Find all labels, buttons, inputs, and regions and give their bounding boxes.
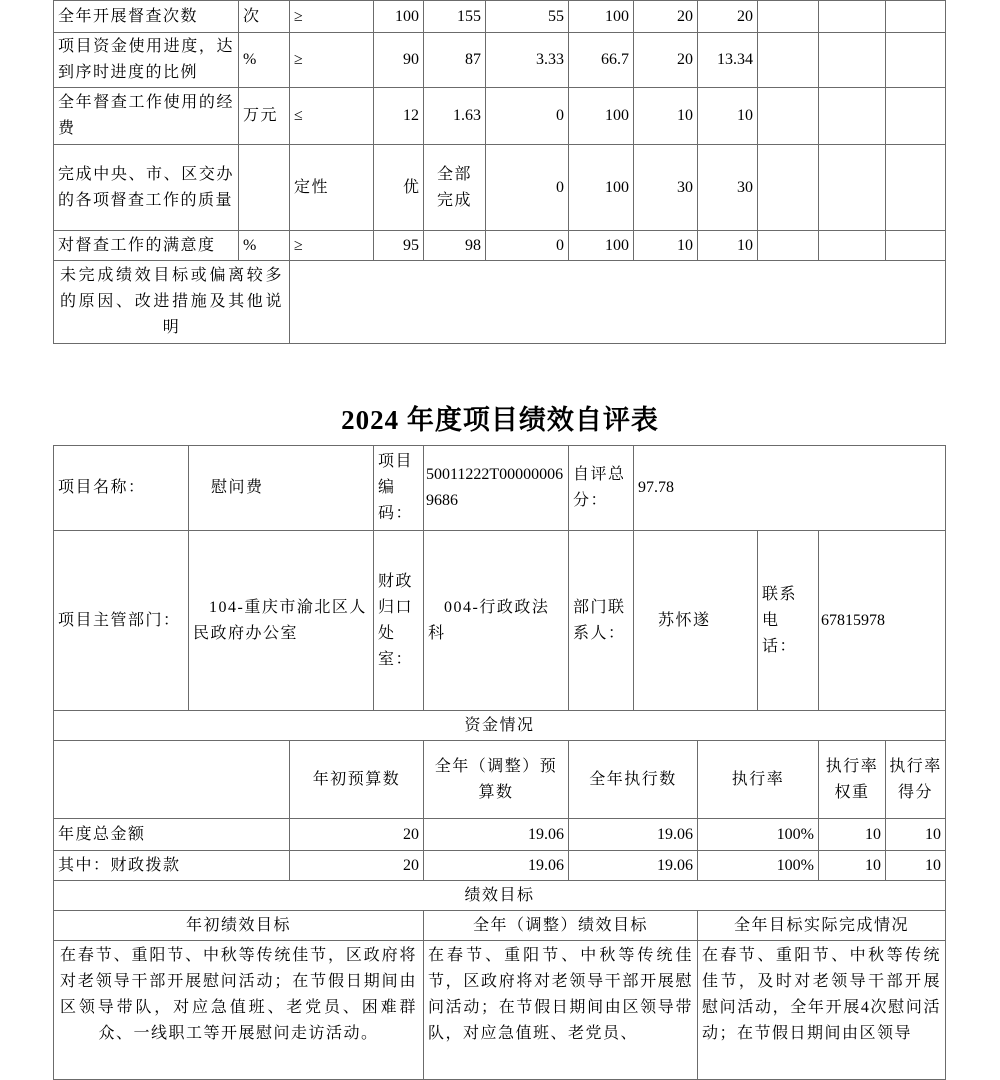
funds-adjusted-budget: 19.06 [423,818,569,851]
indicator-target: 12 [373,87,424,145]
indicator-blank-cell [885,87,946,145]
indicator-completion: 100 [568,230,634,261]
indicator-actual: 87 [423,32,486,88]
indicator-operator: ≥ [289,32,374,88]
indicator-name: 全年督查工作使用的经费 [53,87,239,145]
indicator-blank-cell [885,144,946,231]
indicator-deviation: 3.33 [485,32,569,88]
goals-adjusted-content: 在春节、重阳节、中秋等传统佳节，区政府将对老领导干部开展慰问活动；在节假日期间由区领导带队，对应急值班、老党员、 [423,940,698,1080]
indicator-target: 100 [373,0,424,33]
indicator-score: 10 [697,230,758,261]
funds-rate-score: 10 [885,818,946,851]
funds-header-rate-weight: 执行率权重 [818,740,886,819]
indicator-blank-cell [818,32,886,88]
indicator-weight: 30 [633,144,698,231]
indicator-blank-cell [818,230,886,261]
indicator-actual: 155 [423,0,486,33]
indicator-deviation: 55 [485,0,569,33]
funds-header-executed: 全年执行数 [568,740,698,819]
remarks-label: 未完成绩效目标或偏离较多的原因、改进措施及其他说明 [53,260,290,344]
funds-rate-weight: 10 [818,850,886,881]
goals-actual-content: 在春节、重阳节、中秋等传统佳节，及时对老领导干部开展慰问活动，全年开展4次慰问活动；在节假日期间由区领导 [697,940,946,1080]
indicator-unit: % [238,32,290,88]
indicator-unit: 万元 [238,87,290,145]
department-value: 104-重庆市渝北区人民政府办公室 [188,530,374,711]
contact-value: 苏怀遂 [633,530,758,711]
funds-header-adjusted-budget: 全年（调整）预算数 [423,740,569,819]
indicator-target: 95 [373,230,424,261]
indicator-score: 20 [697,0,758,33]
project-name-value: 慰问费 [188,445,374,531]
indicator-weight: 20 [633,32,698,88]
funds-rate: 100% [697,818,819,851]
funds-rate: 100% [697,850,819,881]
goals-header-adjusted: 全年（调整）绩效目标 [423,910,698,941]
indicator-blank-cell [885,0,946,33]
funds-header-initial-budget: 年初预算数 [289,740,424,819]
indicator-completion: 100 [568,87,634,145]
indicator-deviation: 0 [485,230,569,261]
indicator-unit: % [238,230,290,261]
indicator-actual: 98 [423,230,486,261]
contact-label: 部门联系人： [568,530,634,711]
indicator-operator: 定性 [289,144,374,231]
indicator-deviation: 0 [485,144,569,231]
funds-rate-weight: 10 [818,818,886,851]
indicator-blank-cell [818,87,886,145]
indicator-score: 10 [697,87,758,145]
funds-header-blank [53,740,290,819]
goals-section-title: 绩效目标 [53,880,946,911]
indicator-unit [238,144,290,231]
funds-section-title: 资金情况 [53,710,946,741]
indicator-completion: 100 [568,144,634,231]
department-label: 项目主管部门： [53,530,189,711]
project-code-label: 项目编码： [373,445,424,531]
indicator-unit: 次 [238,0,290,33]
remarks-value [289,260,946,344]
indicator-completion: 100 [568,0,634,33]
project-name-label: 项目名称： [53,445,189,531]
indicator-operator: ≥ [289,0,374,33]
indicator-blank-cell [818,0,886,33]
indicator-weight: 10 [633,87,698,145]
goals-initial-content: 在春节、重阳节、中秋等传统佳节，区政府将对老领导干部开展慰问活动；在节假日期间由区领导带队，对应急值班、老党员、困难群众、一线职工等开展慰问走访活动。 [53,940,424,1080]
indicator-target: 优 [373,144,424,231]
funds-header-rate-score: 执行率得分 [885,740,946,819]
funds-adjusted-budget: 19.06 [423,850,569,881]
self-score-label: 自评总分： [568,445,634,531]
indicator-actual: 1.63 [423,87,486,145]
self-score-value: 97.78 [633,445,946,531]
indicator-blank-cell [757,32,819,88]
project-code-value: 50011222T000000069686 [423,445,569,531]
indicator-weight: 10 [633,230,698,261]
indicator-deviation: 0 [485,87,569,145]
indicator-blank-cell [757,0,819,33]
indicator-target: 90 [373,32,424,88]
indicator-score: 13.34 [697,32,758,88]
funds-executed: 19.06 [568,850,698,881]
indicator-blank-cell [818,144,886,231]
funds-rate-score: 10 [885,850,946,881]
funds-row-label: 年度总金额 [53,818,290,851]
funds-header-rate: 执行率 [697,740,819,819]
phone-label: 联系电话： [757,530,819,711]
indicator-blank-cell [757,87,819,145]
indicator-weight: 20 [633,0,698,33]
indicator-blank-cell [885,230,946,261]
funds-row-label: 其中：财政拨款 [53,850,290,881]
indicator-blank-cell [757,230,819,261]
phone-value: 67815978 [818,530,946,711]
indicator-score: 30 [697,144,758,231]
indicator-name: 全年开展督查次数 [53,0,239,33]
finance-office-value: 004-行政政法科 [423,530,569,711]
finance-office-label: 财政归口处室： [373,530,424,711]
indicator-blank-cell [757,144,819,231]
goals-header-initial: 年初绩效目标 [53,910,424,941]
indicator-actual: 全部完成 [423,144,486,231]
indicator-name: 对督查工作的满意度 [53,230,239,261]
funds-initial-budget: 20 [289,818,424,851]
goals-header-actual: 全年目标实际完成情况 [697,910,946,941]
funds-executed: 19.06 [568,818,698,851]
page-title: 2024 年度项目绩效自评表 [341,405,659,435]
indicator-blank-cell [885,32,946,88]
funds-initial-budget: 20 [289,850,424,881]
indicator-operator: ≥ [289,230,374,261]
indicator-completion: 66.7 [568,32,634,88]
indicator-name: 完成中央、市、区交办的各项督查工作的质量 [53,144,239,231]
indicator-name: 项目资金使用进度，达到序时进度的比例 [53,32,239,88]
indicator-operator: ≤ [289,87,374,145]
